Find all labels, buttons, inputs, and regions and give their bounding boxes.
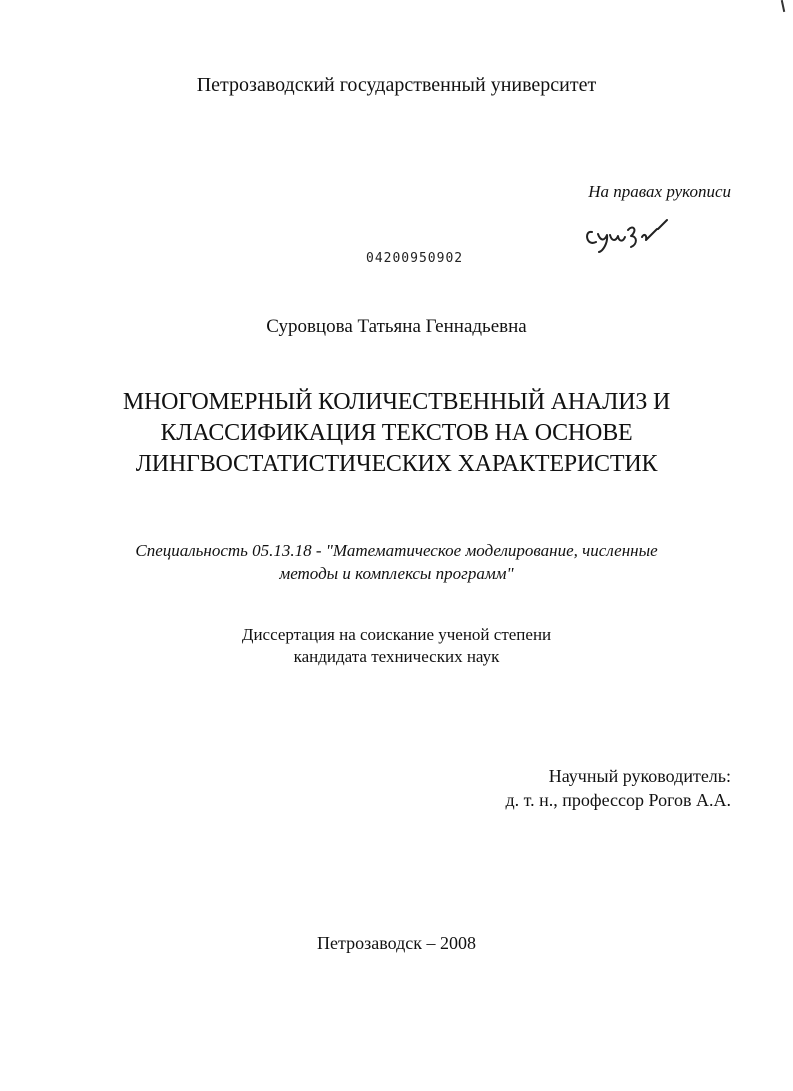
supervisor-name: д. т. н., профессор Рогов А.А. [505,790,731,810]
university-name: Петрозаводский государственный университет [196,74,597,96]
title-line: МНОГОМЕРНЫЙ КОЛИЧЕСТВЕННЫЙ АНАЛИЗ И [122,389,671,415]
scientific-supervisor [505,764,731,812]
title-line: КЛАССИФИКАЦИЯ ТЕКСТОВ НА ОСНОВЕ [160,420,633,446]
dissertation-title [0,387,793,480]
document-number: 04200950902 [366,251,464,266]
manuscript-note: На правах рукописи [588,182,731,201]
title-line: ЛИНГВОСТАТИСТИЧЕСКИХ ХАРАКТЕРИСТИК [135,451,658,477]
scan-edge-mark [781,0,785,12]
handwritten-signature [580,212,670,254]
specialty [0,539,793,585]
specialty-line: Специальность 05.13.18 - "Математическое моделирование, численные [135,541,658,560]
degree-statement [0,624,793,668]
degree-line: кандидата технических наук [293,647,500,666]
specialty-line: методы и комплексы программ" [279,564,514,583]
city-year: Петрозаводск – 2008 [317,933,476,953]
supervisor-label: Научный руководитель: [548,766,731,786]
author-name: Суровцова Татьяна Геннадьевна [266,316,527,337]
degree-line: Диссертация на соискание ученой степени [241,625,552,644]
